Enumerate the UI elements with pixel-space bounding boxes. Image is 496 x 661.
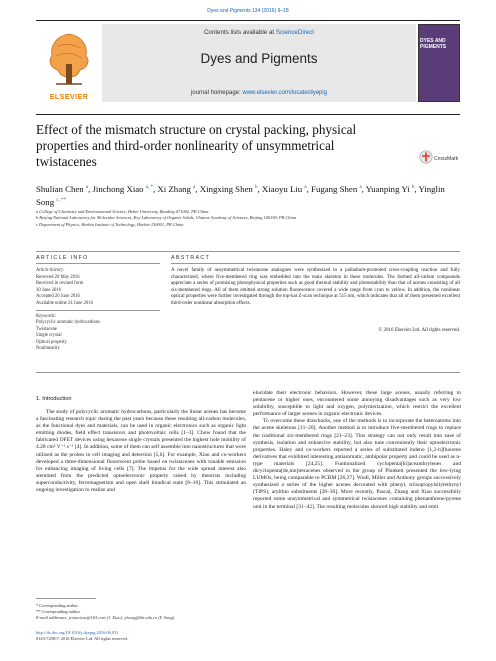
author-list: Shulian Chen $^a$, Jinchong Xiao $^{a, *}$, Xi Zhang $^a$, Xingxing Shen $^b$, Xiaoyu Liu $^a$, Fugang Shen $^a$, Yuanping Yi $^b$, Yinglin Song $^{c, **}$ [36,183,445,208]
author[interactable]: Yuanping Yi $^b$ [365,183,415,194]
history-item: 30 June 2016 [36,287,61,293]
author[interactable]: Jinchong Xiao $^{a, *}$ [92,183,154,194]
keyword: Polycyclic aromatic hydrocarbons [36,320,101,325]
body-left-column: The study of polycyclic aromatic hydrocarbons, particularly the linear acenes has become a fascinating research topic during the past years because these resulting all-carbon molecules, as the functional dyes and materials, can be used in organic electronics such as organic light emitting diodes, field effect transistors and photovoltaic cells [1–3]. Chow found that the fabricated OFET devices using hexacene single crystals presented the highest hole mobility of 4.28 cm² V⁻¹ s⁻¹ [4]. In addition, some of them can self assemble into nanostructures that were utilized as the probes in cell imaging and detection [5,6]. For example, Xiao and co-workers developed a three-dimensional fluorescent probe based on twistacenes with tunable emission for enhancing imaging of living cells [7]. The impetus for the wide spread interest also stemmed from the predicted optoelectronic property raised by theorists including superconductivity, ferromagnetism and open shell biradical state [8–10]. This stimulated an ongoing investigation to realize and [36,409,246,494]
info-divider [36,263,160,264]
article-info [36,268,160,353]
header-top-rule [36,20,460,21]
body-right-column [253,390,461,511]
contents-prefix: Contents lists available at [203,29,276,36]
abstract-copyright: © 2016 Elsevier Ltd. All rights reserved. [378,328,460,333]
doi-link[interactable]: http://dx.doi.org/10.1016/j.dyepig.2016.06.031 [36,630,119,635]
elsevier-tree-logo [38,24,100,102]
author[interactable]: Yinglin Song $^{c, **}$ [36,183,445,208]
homepage-prefix: journal homepage: [190,90,243,96]
email-addresses[interactable]: E-mail addresses: jcxiaoicas@163.com (J. Xiao), ylsong@hit.edu.cn (Y. Song). [36,615,176,620]
abstract-divider [171,263,460,264]
paragraph: To overcome these drawbacks, one of the methods is to incorporate the heteroatoms into the acene skeletons [11–20]. Another method is to introduce five-membered rings to replace the traditional six-membered rings [21–23]. This strategy can not only result into ease of synthesis, isolation and enhancive stability, but also tune conveniently their optoelectronic properties. Haley and co-workers reported a series of substituted indeno [1,2-b]fluorene derivatives that exhibited interesting antiaromatic, ambipolar property and could be used as n-type materials [24,25]. Funtionalized cyclopenta[hi]aceanthrylenes and dicyclopenta[de,mn]tetracenes observed in the group of Plunkett presented the low-lying LUMOs, being comparable to PCBM [26,27]. Wudl, Miller and Anthony groups successively synthesized a series of the higher acenes decorated with phenyl, triisopropylsilylethynyl (TIPS), arylthio substituents [28–30]. More recently, Pascal, Zhang and Xiao successfully reported some unsymmetrical and symmetrical twistacenes containing phenanthrene/pyrene unit in the terminal [31–42]. The resulting molecules showed high stability and emit [253,418,461,510]
sciencedirect-link[interactable]: ScienceDirect [275,29,315,36]
affiliation: c Department of Physics, Harbin Institute of Technology, Harbin 150001, PR China [36,221,184,227]
abstract-heading: ABSTRACT [171,255,211,261]
journal-reference[interactable]: Dyes and Pigments 134 (2016) 9–18 [207,8,289,14]
history-item: Accepted 20 June 2016 [36,294,80,299]
footnotes [36,603,246,621]
elsevier-wordmark: ELSEVIER [49,94,89,101]
homepage-link[interactable]: www.elsevier.com/locate/dyepig [242,90,328,96]
paragraph: elucidate their electronic behaviors. However, these large acenes, usually referring to pentacene or higher ones, encountered some annoying disadvantages such as very low solubility, susceptible to light and oxygen, polymerization, which restrict the excellent performance of larger acenes in organic electronic devices. [253,390,461,418]
keywords-label: Keywords: [36,313,57,319]
abstract-text: A novel family of unsymmetrical twistacene analogues were synthesized in a palladium-promoted cross-coupling reaction and fully characterized, where five-membered ring was embedded into the main skeleton in these molecules. The formed all-carbon compounds appreciate a series of promising photophysical properties such as good thermal stability and photostability than that of acenes consisting of all six-membered rings. All of them emitted strong solution fluorescence covered a wide range from cyan to yellow. In addition, the nonlinear optical properties were further investigated through the top-hat Z-scan technique at 515 nm, which indicates that all of them presented excellent third-order nonlinear absorption effects. [171,268,460,306]
author[interactable]: Fugang Shen $^a$ [311,183,362,194]
homepage-line [102,90,416,96]
history-item: Received in revised form [36,281,84,286]
crossmark-label[interactable]: CrossMark [434,156,459,162]
keyword: Single crystal [36,333,62,338]
corresponding-author-note: ** Corresponding author. [36,609,81,614]
author[interactable]: Xi Zhang $^a$ [157,183,196,194]
article-title: Effect of the mismatch structure on crystal packing, physical properties and third-order nonlinearity of unsymmetrical twistacenes [36,122,357,169]
contents-line [102,29,416,36]
keyword: Nonlinearity [36,346,60,351]
header-bottom-rule [36,114,460,115]
author[interactable]: Shulian Chen $^a$ [36,183,89,194]
affiliation: a College of Chemistry and Environmental Science, Hebei University, Baoding 071002, PR China [36,209,209,214]
footer [36,630,286,642]
author[interactable]: Xiaoyu Liu $^a$ [261,183,307,194]
journal-title: Dyes and Pigments [200,51,318,66]
crossmark-icon[interactable] [419,150,433,164]
affiliation: b Beijing National Laboratory for Molecular Sciences, Key Laboratory of Organic Solids, Chinese Academy of Sciences, Beijing 100190, PR China [36,215,297,221]
footnote-rule [36,598,96,599]
section-divider [36,251,460,252]
issn-line: 0143-7208/© 2016 Elsevier Ltd. All rights reserved. [36,636,128,641]
journal-cover [418,24,460,102]
cover-title: DYES AND PIGMENTS [420,38,447,50]
history-item: Available online 24 June 2016 [36,300,93,306]
article-info-heading: ARTICLE INFO [36,255,89,261]
author[interactable]: Xingxing Shen $^b$ [199,183,258,194]
keywords-divider [36,310,160,311]
body-divider [36,372,460,373]
history-label: Article history: [36,268,65,273]
corresponding-author-note: * Corresponding author. [36,603,79,608]
history-item: Received 20 May 2016 [36,274,80,280]
keyword: Optical property [36,339,67,345]
affiliations [36,209,460,228]
keyword: Twistacene [36,326,58,332]
intro-heading: 1. Introduction [36,396,72,402]
